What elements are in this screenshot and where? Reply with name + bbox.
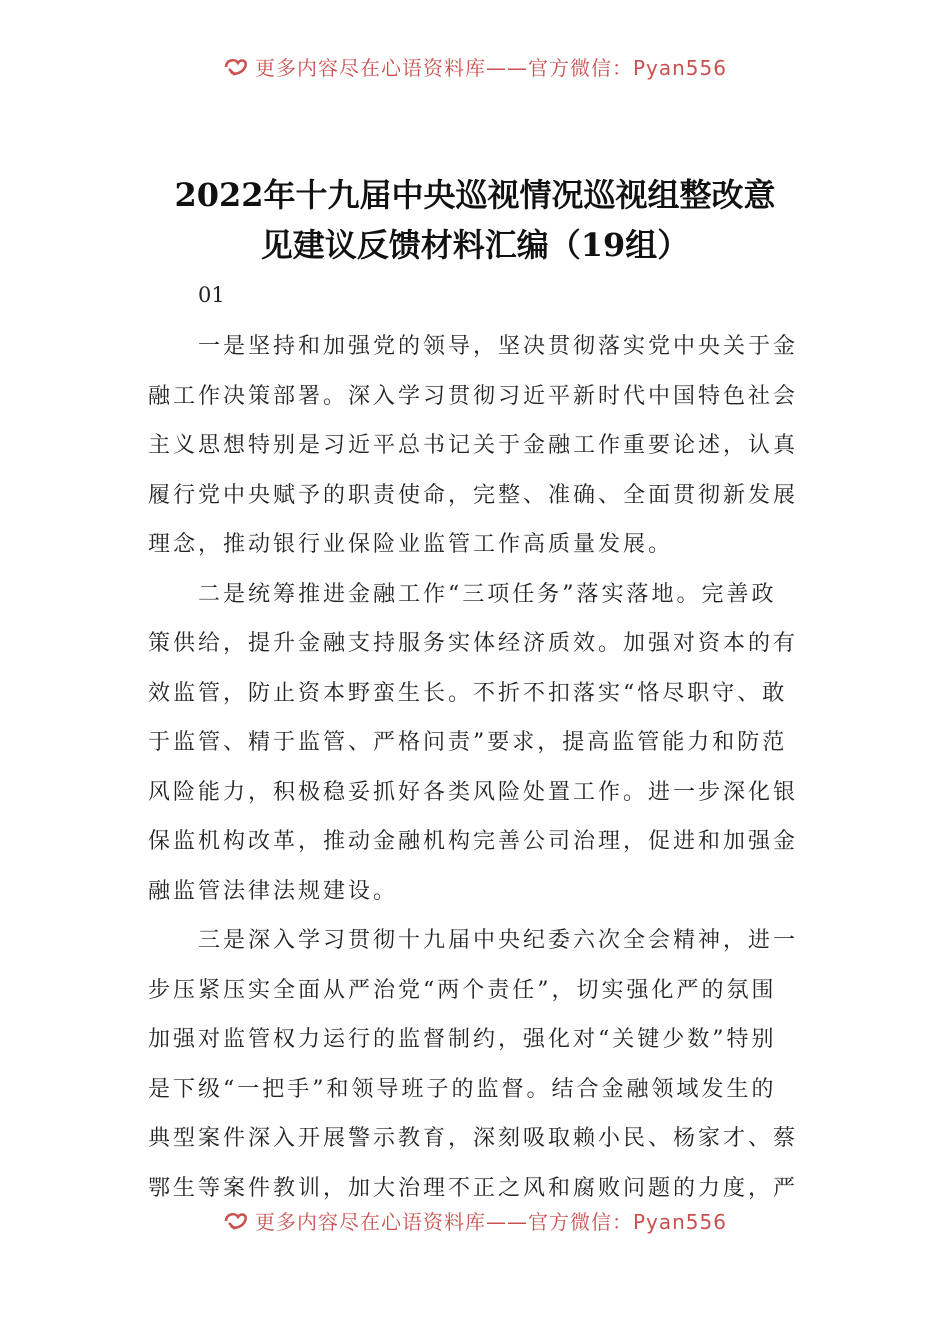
- text-line: 于监管、精于监管、严格问责”要求，提高监管能力和防范: [148, 730, 788, 755]
- section-number: 01: [198, 283, 225, 307]
- text-line: 鄂生等案件教训，加大治理不正之风和腐败问题的力度，严: [148, 1175, 799, 1201]
- text-line: 三是深入学习贯彻十九届中央纪委六次全会精神，进一: [198, 928, 799, 953]
- text-line: 是下级“一把手”和领导班子的监督。结合金融领域发生的: [148, 1076, 777, 1102]
- text-line: 效监管，防止资本野蛮生长。不折不扣落实“恪尽职守、敢: [148, 680, 788, 706]
- title-line-2: 见建议反馈材料汇编（19组）: [260, 226, 690, 264]
- text-line: 保监机构改革，推动金融机构完善公司治理，促进和加强金: [148, 829, 799, 854]
- text-line: 融工作决策部署。深入学习贯彻习近平新时代中国特色社会: [148, 383, 799, 409]
- text-line: 二是统筹推进金融工作“三项任务”落实落地。完善政: [198, 581, 777, 607]
- footer-watermark: [0, 1210, 950, 1240]
- text-line: 策供给，提升金融支持服务实体经济质效。加强对资本的有: [148, 631, 799, 656]
- document-title: [90, 170, 860, 270]
- watermark-text: 更多内容尽在心语资料库——官方微信：Pyan556: [254, 1210, 727, 1234]
- text-line: 风险能力，积极稳妥抓好各类风险处置工作。进一步深化银: [148, 779, 799, 805]
- text-line: 一是坚持和加强党的领导，坚决贯彻落实党中央关于金: [198, 334, 799, 359]
- body-text: [148, 322, 808, 1213]
- text-line: 融监管法律法规建设。: [148, 878, 399, 904]
- text-line: 步压紧压实全面从严治党“两个责任”，切实强化严的氛围: [148, 977, 777, 1003]
- watermark-logo-icon: [223, 1210, 249, 1232]
- text-line: 主义思想特别是习近平总书记关于金融工作重要论述，认真: [148, 433, 799, 458]
- title-line-1: 2022年十九届中央巡视情况巡视组整改意: [174, 176, 776, 214]
- text-line: 履行党中央赋予的职责使命，完整、准确、全面贯彻新发展: [148, 482, 799, 508]
- text-line: 理念，推动银行业保险业监管工作高质量发展。: [148, 532, 674, 557]
- header-watermark: [0, 56, 950, 86]
- text-line: 典型案件深入开展警示教育，深刻吸取赖小民、杨家才、蔡: [148, 1126, 799, 1151]
- watermark-text: 更多内容尽在心语资料库——官方微信：Pyan556: [254, 56, 727, 80]
- watermark-logo-icon: [223, 56, 249, 78]
- text-line: 加强对监管权力运行的监督制约，强化对“关键少数”特别: [148, 1027, 777, 1052]
